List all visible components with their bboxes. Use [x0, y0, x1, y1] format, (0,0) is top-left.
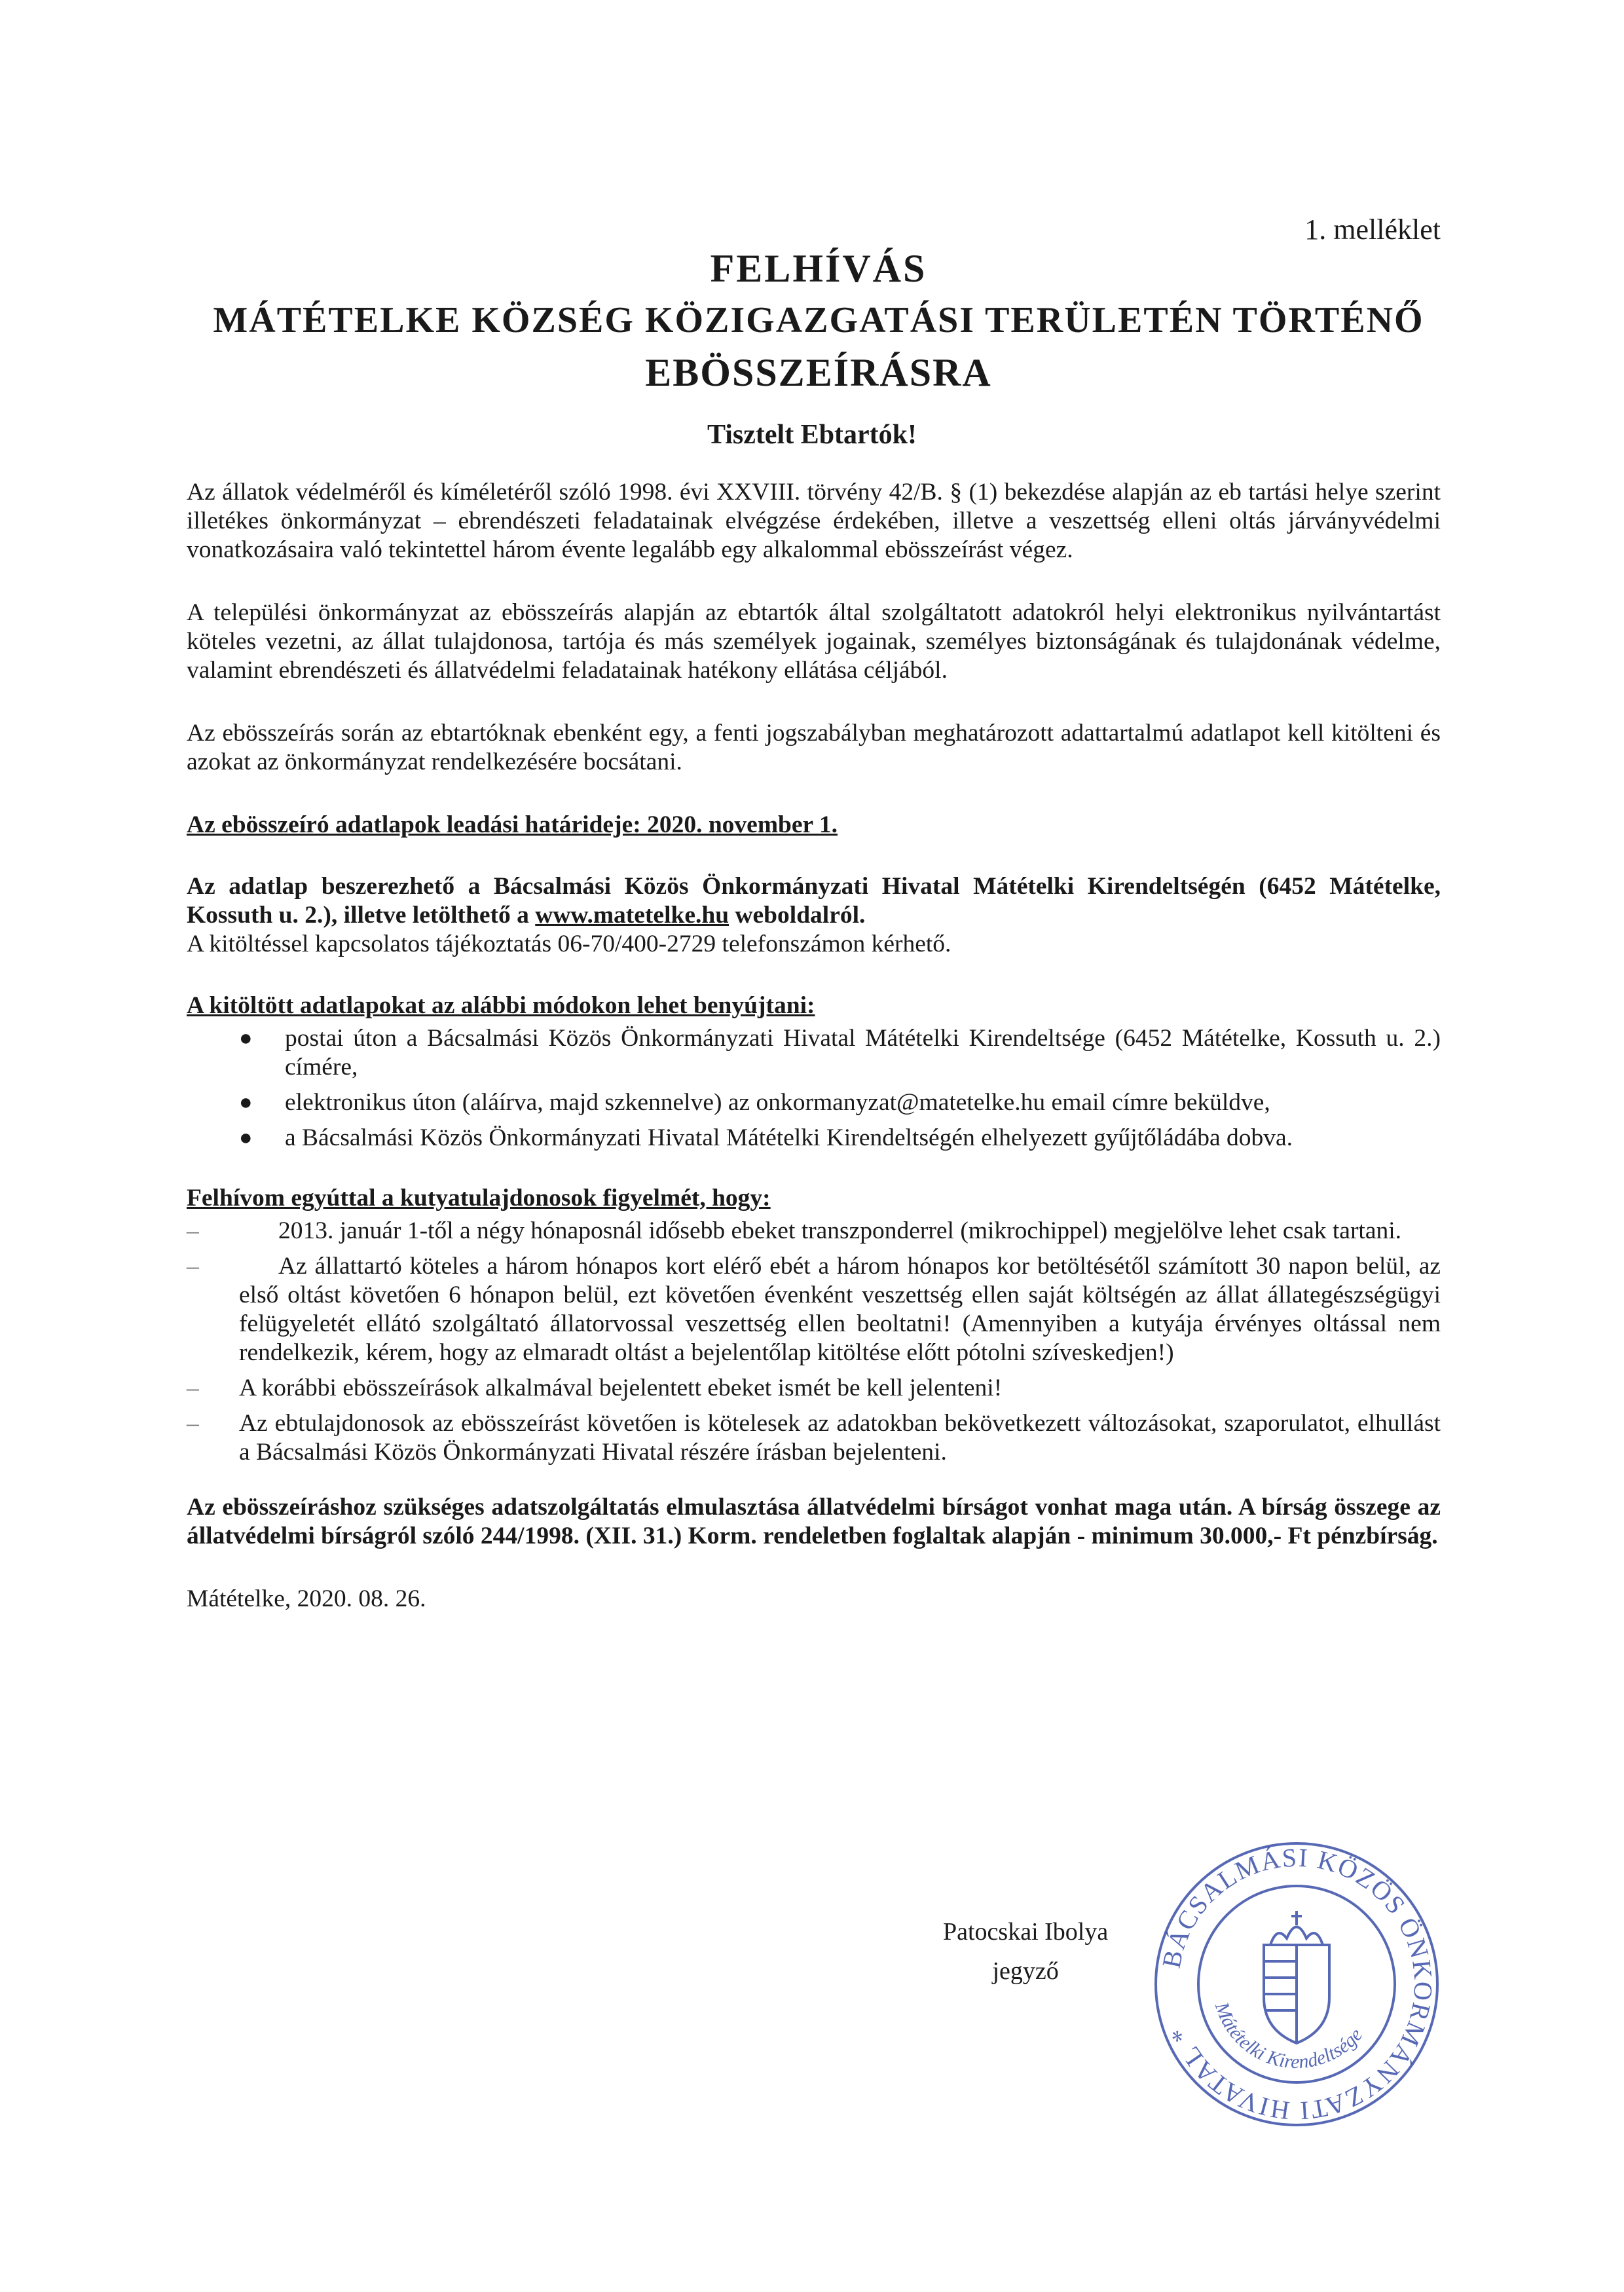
- list-item: – A korábbi ebösszeírások alkalmával bejelentett ebeket ismét be kell jelenteni!: [187, 1375, 1003, 1401]
- obtain-paragraph: [187, 872, 1441, 959]
- paragraph-1: Az állatok védelméről és kíméletéről szóló 1998. évi XXVIII. törvény 42/B. § (1) bekezdése alapján az eb tartási helye szerint illetékes önkormányzat – ebrendészeti feladatainak elvégzése érdekében, illetve a veszettség elleni oltás járványvédelmi vonatkozásaira való tekintettel három évente legalább egy alkalommal ebösszeírást végez.: [187, 479, 1441, 563]
- info-line: A kitöltéssel kapcsolatos tájékoztatás 06-70/400-2729 telefonszámon kérhető.: [187, 931, 951, 957]
- dash-icon: –: [187, 1410, 199, 1437]
- list-item: ● a Bácsalmási Közös Önkormányzati Hivatal Mátételki Kirendeltségén elhelyezett gyűjtőládába dobva.: [239, 1124, 1293, 1151]
- place-date: Mátételke, 2020. 08. 26.: [187, 1585, 426, 1612]
- paragraph-2: A települési önkormányzat az ebösszeírás alapján az ebtartók által szolgáltatott adatokról helyi elektronikus nyilvántartást köteles vezetni, az állat tulajdonosa, tartója és más személyek jogainak, személyes biztonságának és tulajdonának védelme, valamint ebrendészeti és állatvédelmi feladatainak hatékony ellátása céljából.: [187, 599, 1441, 684]
- penalty-paragraph: Az ebösszeíráshoz szükséges adatszolgáltatás elmulasztása állatvédelmi bírságot vonhat maga után. A bírság összege az állatvédelmi bírságról szóló 244/1998. (XII. 31.) Korm. rendeletben foglaltak alapján - minimum 30.000,- Ft pénzbírság.: [187, 1494, 1441, 1549]
- dash-icon: –: [187, 1217, 199, 1244]
- bullet-icon: ●: [239, 1026, 253, 1050]
- list-item: – Az állattartó köteles a három hónapos kort elérő ebét a három hónapos kor betöltésétől számított 30 napon belül, az első oltást követően 6 hónapon belül, ezt követően évenként veszettség ellen saját költségén az állat állategészségügyi felügyeletét ellátó szolgáltató állatorvossal veszettség ellen beoltatni! (Amennyiben a kutyája érvényes oltással nem rendelkezik, kérem, hogy az elmaradt oltást a bejelentőlap kitöltése előtt pótolni szíveskedjen!): [187, 1253, 1441, 1366]
- stamp-inner-text: Mátételki Kirendeltsége: [1210, 1999, 1367, 2073]
- signatory-name: Patocskai Ibolya: [943, 1918, 1109, 1946]
- body-text: [187, 478, 1441, 1614]
- notice-list: [187, 1217, 1441, 1467]
- submit-list: [187, 1024, 1441, 1153]
- bullet-icon: ●: [239, 1126, 253, 1150]
- signatory-role: jegyző: [992, 1957, 1059, 1985]
- official-stamp: [1146, 1834, 1447, 2135]
- title-line-1: FELHÍVÁS: [710, 247, 927, 290]
- obtain-text: Az adatlap beszerezhető a Bácsalmási Közös Önkormányzati Hivatal Mátételki Kirendeltségén (6452 Mátételke, Kossuth u. 2.), illetve letölthető a: [187, 873, 1441, 929]
- bullet-icon: ●: [239, 1090, 253, 1115]
- submit-heading: A kitöltött adatlapokat az alábbi módokon lehet benyújtani:: [187, 992, 815, 1019]
- dash-icon: –: [187, 1375, 199, 1401]
- obtain-text-end: weboldalról.: [729, 902, 866, 929]
- deadline: Az ebösszeíró adatlapok leadási határideje: 2020. november 1.: [187, 811, 838, 838]
- coat-of-arms-icon: [1264, 1911, 1329, 2043]
- website-link[interactable]: www.matetelke.hu: [535, 902, 729, 929]
- title-block: [131, 242, 1506, 399]
- salutation: Tisztelt Ebtartók!: [707, 420, 917, 450]
- notice-heading: Felhívom egyúttal a kutyatulajdonosok figyelmét, hogy:: [187, 1185, 771, 1211]
- signature-block: [943, 1912, 1108, 1991]
- annex-label: 1. melléklet: [1304, 213, 1441, 246]
- list-item: – Az ebtulajdonosok az ebösszeírást követően is kötelesek az adatokban bekövetkezett változásokat, szaporulatot, elhullást a Bácsalmási Közös Önkormányzati Hivatal részére írásban bejelenteni.: [187, 1410, 1441, 1466]
- list-item: ● postai úton a Bácsalmási Közös Önkormányzati Hivatal Mátételki Kirendeltsége (6452 Mátételke, Kossuth u. 2.) címére,: [239, 1025, 1441, 1081]
- title-line-2: MÁTÉTELKE KÖZSÉG KÖZIGAZGATÁSI TERÜLETÉN TÖRTÉNŐ: [213, 300, 1424, 341]
- list-item: – 2013. január 1-től a négy hónaposnál idősebb ebeket transzponderrel (mikrochippel) megjelölve lehet csak tartani.: [187, 1217, 1402, 1244]
- paragraph-3: Az ebösszeírás során az ebtartóknak ebenként egy, a fenti jogszabályban meghatározott adattartalmú adatlapot kell kitölteni és azokat az önkormányzat rendelkezésére bocsátani.: [187, 720, 1441, 775]
- list-item: ● elektronikus úton (aláírva, majd szkennelve) az onkormanyzat@matetelke.hu email címre beküldve,: [239, 1089, 1270, 1116]
- dash-icon: –: [187, 1253, 199, 1280]
- title-line-3: EBÖSSZEÍRÁSRA: [645, 351, 992, 394]
- stamp-outer-text: BÁCSALMÁSI KÖZÖS ÖNKORMÁNYZATI HIVATAL *: [1156, 1842, 1439, 2126]
